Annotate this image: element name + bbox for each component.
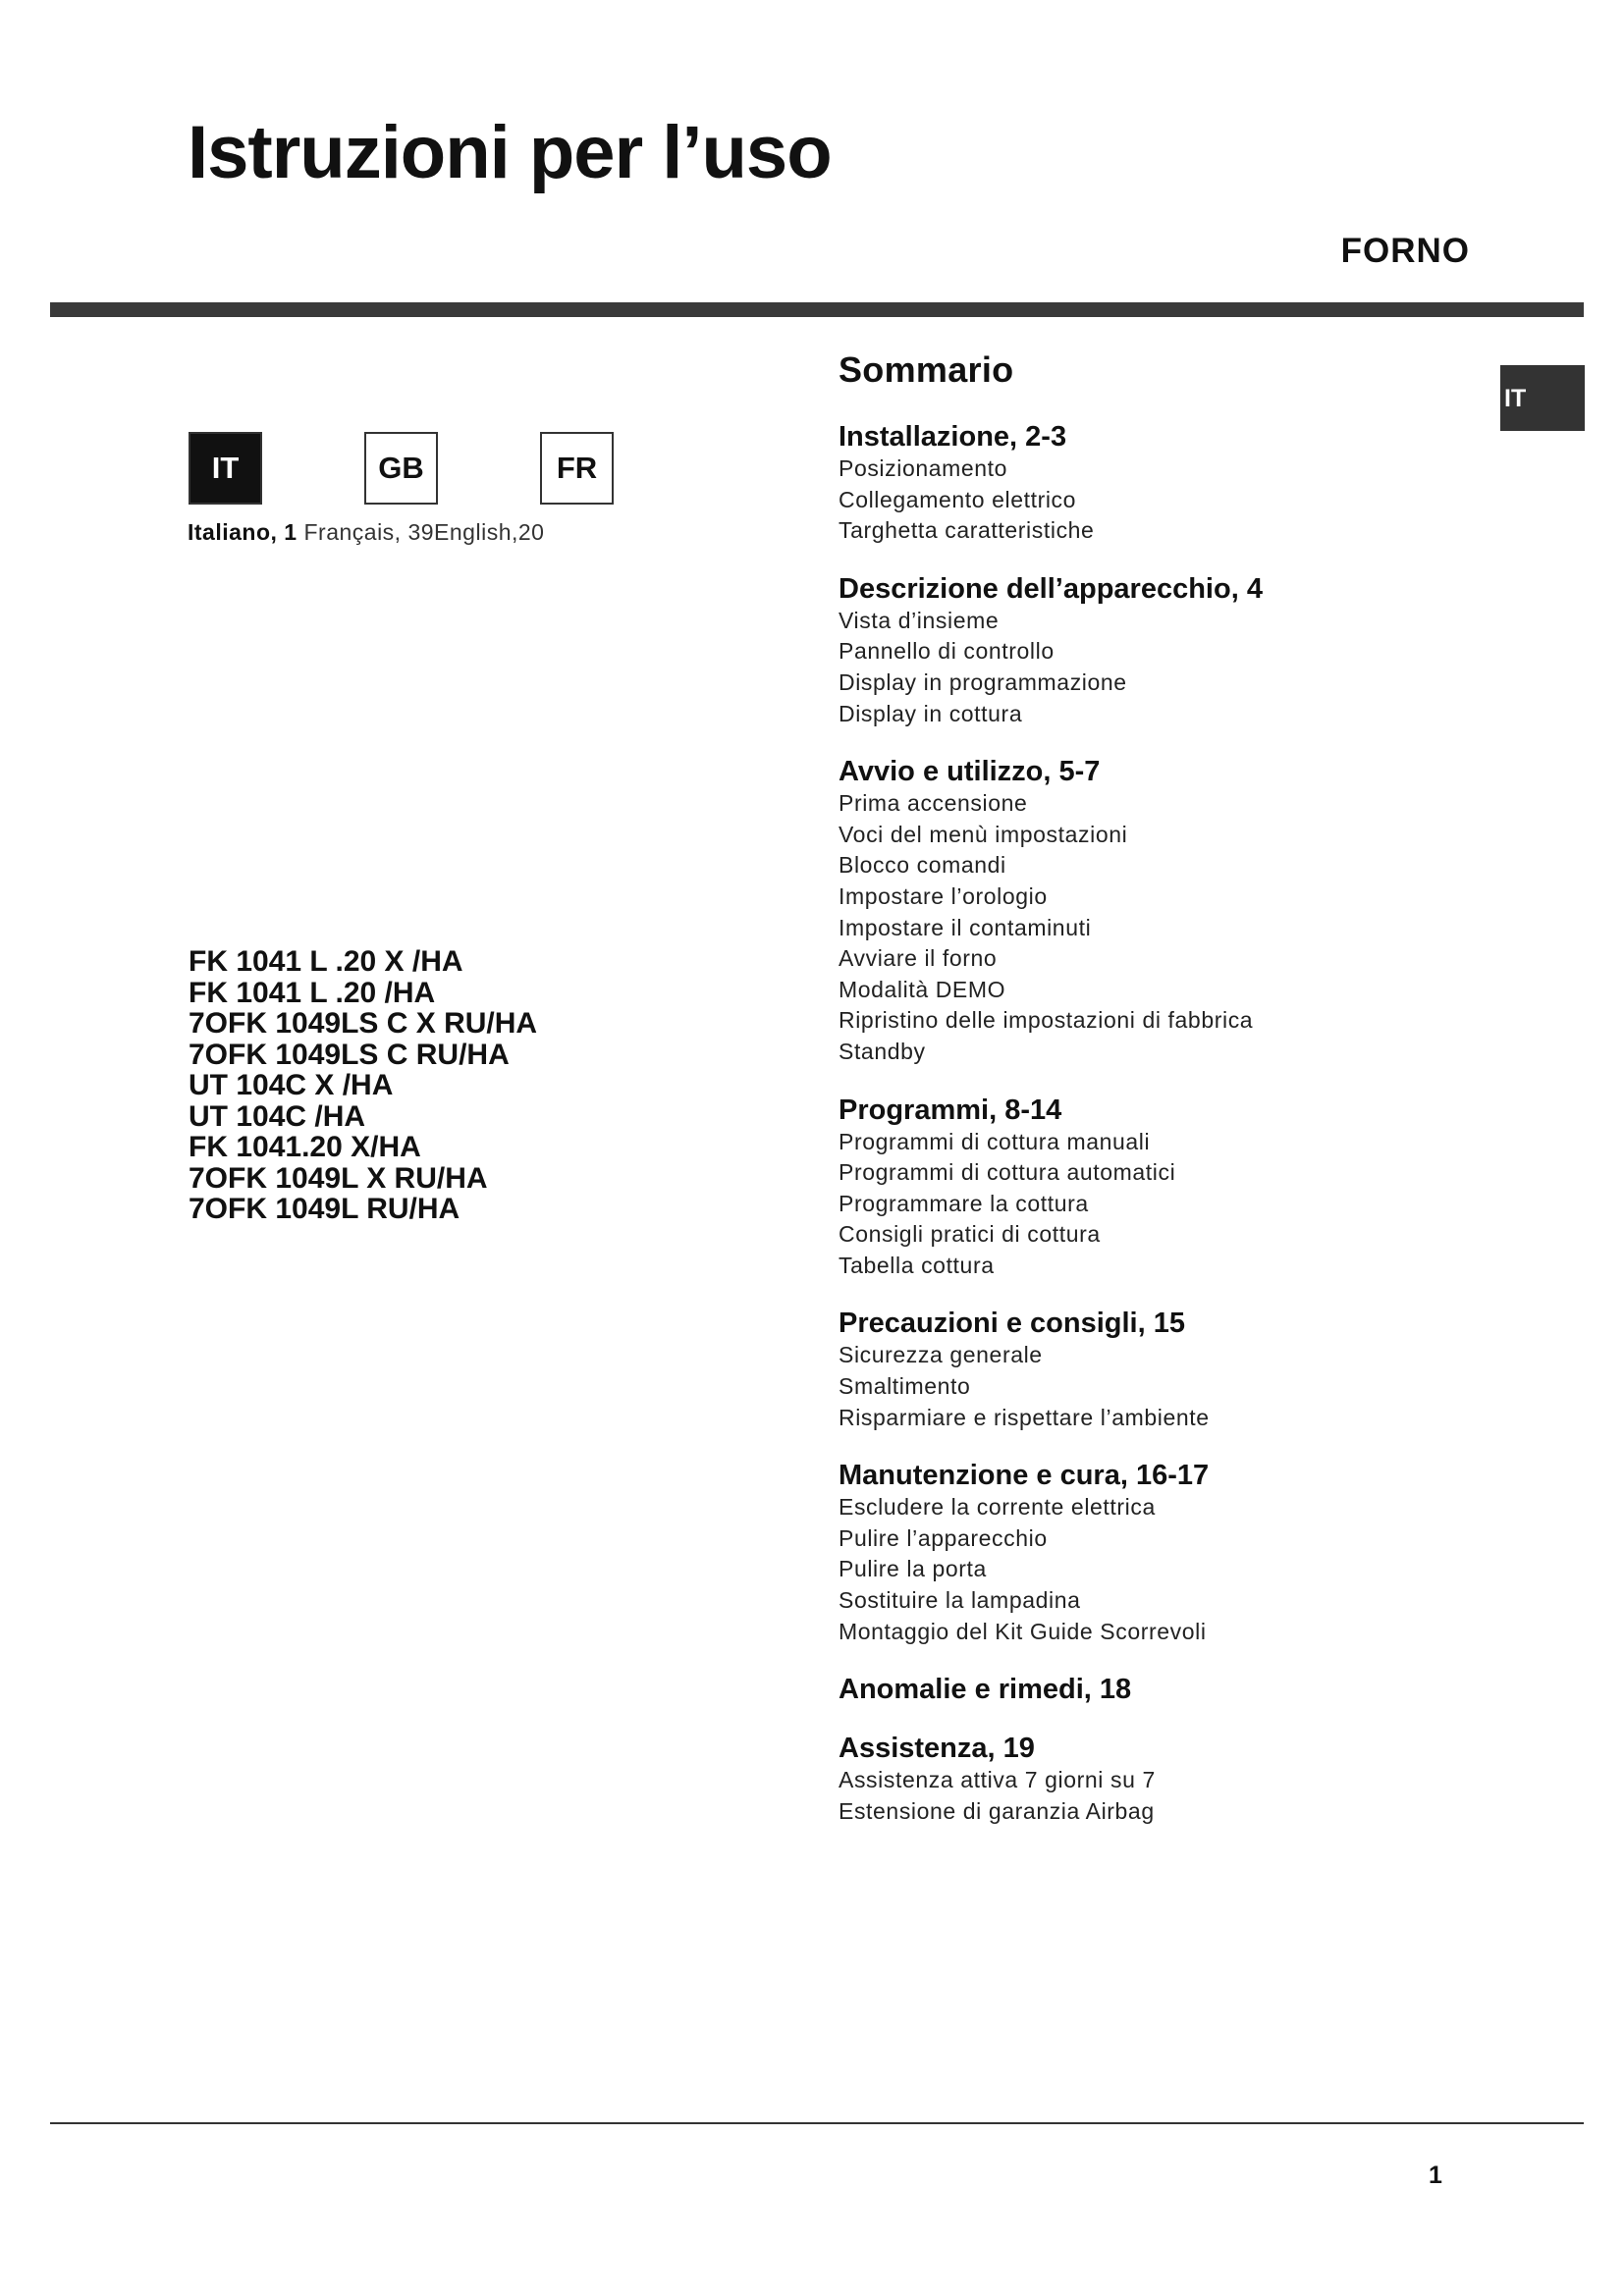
toc-heading[interactable]: Manutenzione e cura, 16-17 xyxy=(839,1460,1210,1492)
document-title: Istruzioni per l’uso xyxy=(188,111,832,194)
toc-item[interactable]: Voci del menù impostazioni xyxy=(839,821,1128,847)
toc-item[interactable]: Blocco comandi xyxy=(839,852,1006,879)
toc-section-manutenzione xyxy=(839,1459,1506,1647)
toc-item[interactable]: Pulire la porta xyxy=(839,1556,987,1582)
toc-item[interactable]: Programmi di cottura automatici xyxy=(839,1159,1176,1186)
toc-heading[interactable]: Precauzioni e consigli, 15 xyxy=(839,1308,1185,1340)
lang-page-italiano: Italiano, 1 xyxy=(188,519,298,545)
toc-item[interactable]: Standby xyxy=(839,1038,926,1064)
toc-section-precauzioni xyxy=(839,1307,1506,1433)
model-item: 7OFK 1049LS C RU/HA xyxy=(189,1038,510,1071)
model-item: UT 104C /HA xyxy=(189,1099,366,1133)
toc-item[interactable]: Impostare l’orologio xyxy=(839,882,1048,909)
model-item: 7OFK 1049L RU/HA xyxy=(189,1193,460,1225)
lang-page-english: English,20 xyxy=(434,519,545,545)
model-item: 7OFK 1049LS C X RU/HA xyxy=(189,1007,538,1040)
toc-item[interactable]: Pannello di controllo xyxy=(839,638,1055,665)
header-divider xyxy=(50,302,1584,317)
toc-item[interactable]: Impostare il contaminuti xyxy=(839,914,1092,940)
language-page-index xyxy=(188,519,544,546)
toc-heading[interactable]: Programmi, 8-14 xyxy=(839,1094,1062,1126)
toc-section-installazione xyxy=(839,420,1506,547)
toc-item[interactable]: Risparmiare e rispettare l’ambiente xyxy=(839,1404,1210,1430)
product-type-label: FORNO xyxy=(1340,232,1470,270)
table-of-contents xyxy=(839,349,1506,1852)
page-number: 1 xyxy=(1429,2162,1442,2189)
toc-item[interactable]: Prima accensione xyxy=(839,790,1028,817)
language-button-gb[interactable]: GB xyxy=(364,432,438,505)
toc-heading[interactable]: Anomalie e rimedi, 18 xyxy=(839,1674,1132,1706)
toc-heading[interactable]: Descrizione dell’apparecchio, 4 xyxy=(839,572,1263,605)
toc-item[interactable]: Consigli pratici di cottura xyxy=(839,1221,1101,1248)
toc-item[interactable]: Targhetta caratteristiche xyxy=(839,517,1095,544)
toc-section-assistenza xyxy=(839,1732,1506,1827)
toc-item[interactable]: Avviare il forno xyxy=(839,945,998,972)
model-item: FK 1041 L .20 /HA xyxy=(189,976,436,1009)
toc-item[interactable]: Assistenza attiva 7 giorni su 7 xyxy=(839,1767,1156,1793)
language-button-it[interactable]: IT xyxy=(189,432,262,505)
toc-item[interactable]: Posizionamento xyxy=(839,455,1008,481)
toc-heading[interactable]: Avvio e utilizzo, 5-7 xyxy=(839,756,1101,788)
toc-section-descrizione xyxy=(839,572,1506,729)
toc-item[interactable]: Modalità DEMO xyxy=(839,976,1006,1002)
toc-item[interactable]: Pulire l’apparecchio xyxy=(839,1524,1048,1551)
toc-item[interactable]: Sicurezza generale xyxy=(839,1342,1043,1368)
toc-section-programmi xyxy=(839,1094,1506,1282)
toc-section-avvio xyxy=(839,755,1506,1067)
footer-divider xyxy=(50,2122,1584,2124)
language-side-tab xyxy=(1500,365,1585,431)
toc-heading[interactable]: Installazione, 2-3 xyxy=(839,421,1067,453)
toc-item[interactable]: Collegamento elettrico xyxy=(839,486,1077,512)
toc-item[interactable]: Programmare la cottura xyxy=(839,1190,1089,1216)
toc-heading[interactable]: Assistenza, 19 xyxy=(839,1733,1035,1765)
toc-item[interactable]: Display in programmazione xyxy=(839,668,1127,695)
model-list xyxy=(189,946,537,1225)
lang-page-francais: Français, 39 xyxy=(303,519,435,545)
toc-item[interactable]: Programmi di cottura manuali xyxy=(839,1128,1151,1154)
toc-item[interactable]: Escludere la corrente elettrica xyxy=(839,1494,1156,1521)
model-item: FK 1041 L .20 X /HA xyxy=(189,945,463,978)
toc-item[interactable]: Smaltimento xyxy=(839,1373,971,1400)
model-item: FK 1041.20 X/HA xyxy=(189,1131,421,1163)
language-button-fr[interactable]: FR xyxy=(540,432,614,505)
toc-item[interactable]: Ripristino delle impostazioni di fabbrica xyxy=(839,1007,1254,1034)
toc-section-anomalie xyxy=(839,1673,1506,1706)
toc-item[interactable]: Montaggio del Kit Guide Scorrevoli xyxy=(839,1618,1207,1644)
toc-item[interactable]: Vista d’insieme xyxy=(839,607,1000,633)
side-tab-label: IT xyxy=(1504,385,1527,412)
toc-item[interactable]: Sostituire la lampadina xyxy=(839,1587,1081,1614)
toc-item[interactable]: Display in cottura xyxy=(839,700,1023,726)
toc-item[interactable]: Tabella cottura xyxy=(839,1252,995,1278)
toc-title: Sommario xyxy=(839,349,1014,390)
model-item: UT 104C X /HA xyxy=(189,1069,394,1101)
model-item: 7OFK 1049L X RU/HA xyxy=(189,1161,488,1195)
toc-item[interactable]: Estensione di garanzia Airbag xyxy=(839,1797,1155,1824)
